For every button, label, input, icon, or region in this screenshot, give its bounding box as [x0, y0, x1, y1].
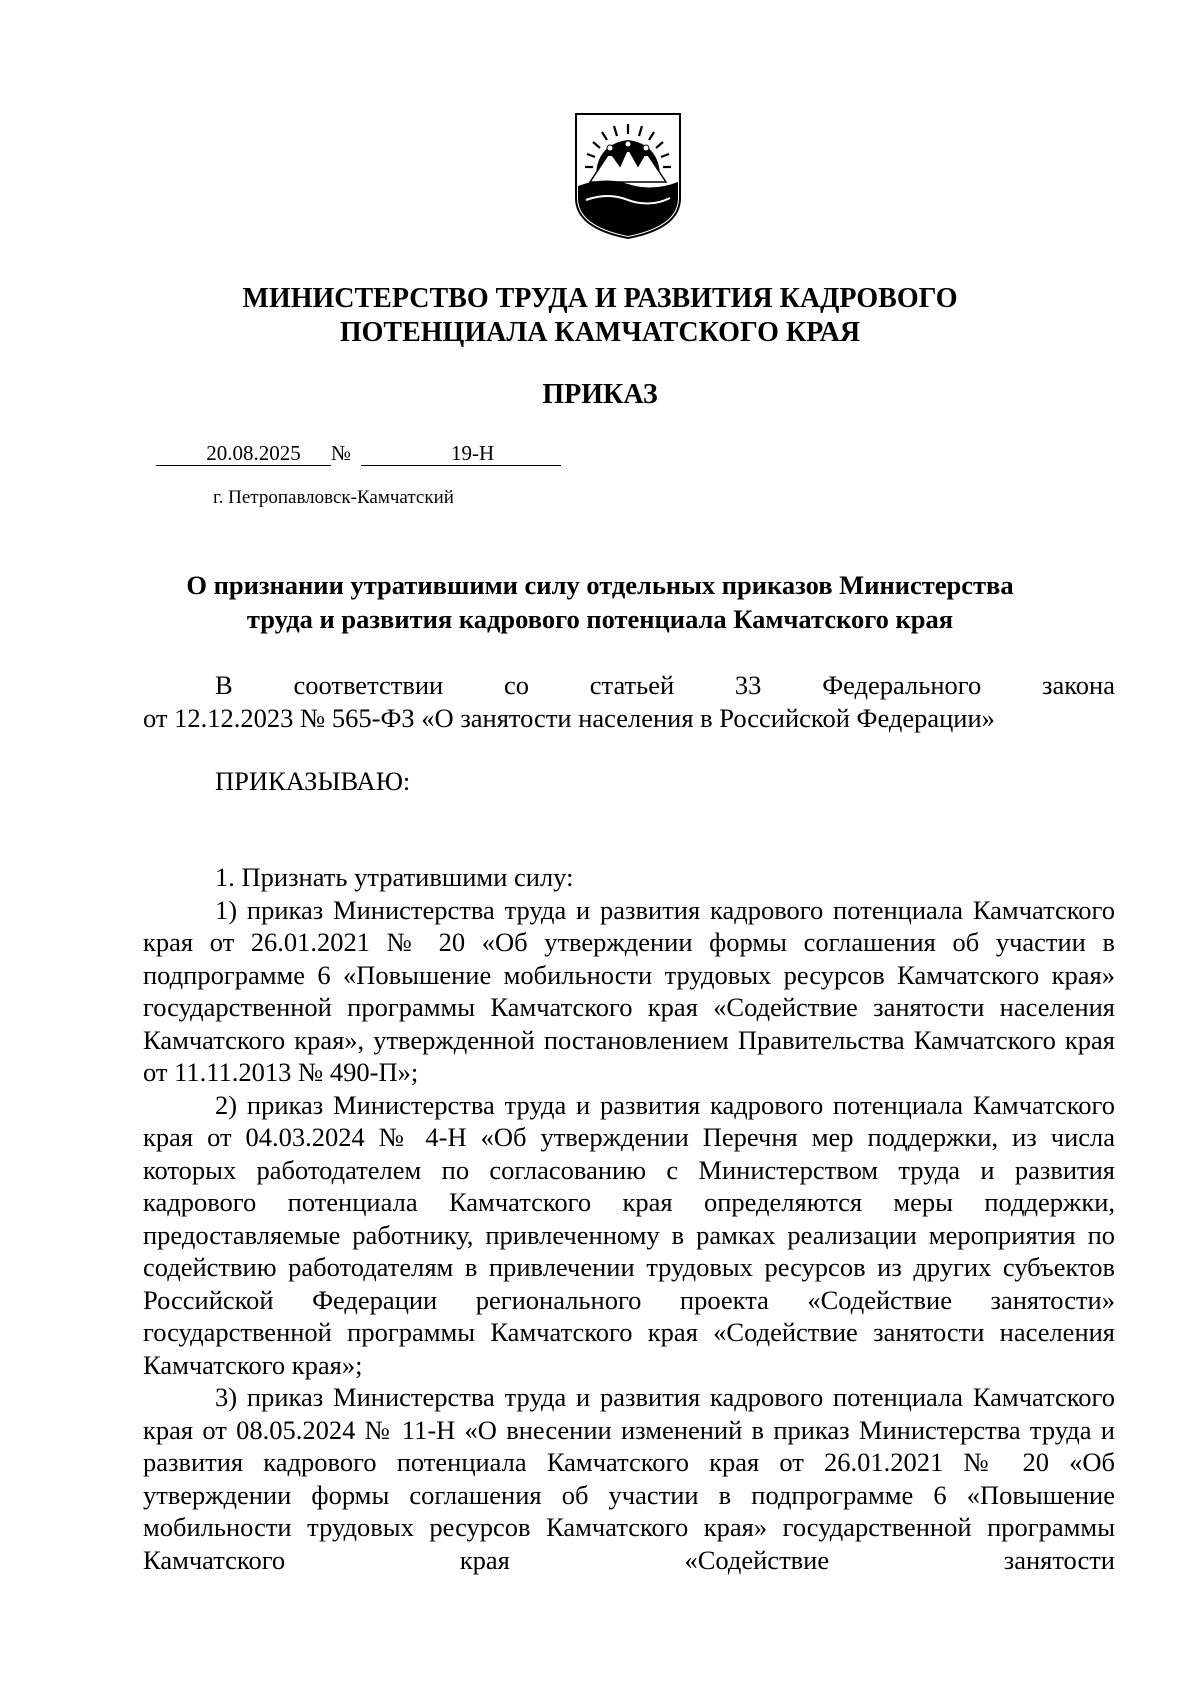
document-date: 20.08.2025: [156, 440, 331, 466]
item-1-sub-1: 1) приказ Министерства труда и развития кадрового потенциала Камчатского края от 26.01.2021 № 20 «Об утверждении формы соглашения об участии в подпрограмме 6 «Повышение мобильности трудовых ресурсов Камчатского края» государственной программы Камчатского края «Содействие занятости населения Камчатского края», утвержденной постановлением Правительства Камчатского края от 11.11.2013 № 490-П»;: [143, 894, 1115, 1087]
subject-line-2: труда и развития кадрового потенциала Камчатского края: [246, 604, 954, 634]
document-subject: [0, 568, 1200, 636]
date-number-row: [156, 440, 561, 466]
ministry-name-line-2: ПОТЕНЦИАЛА КАМЧАТСКОГО КРАЯ: [339, 317, 861, 348]
legal-basis-line-2: от 12.12.2023 № 565-ФЗ «О занятости населения в Российской Федерации»: [143, 702, 995, 733]
subject-line-1: О признании утратившими силу отдельных приказов Министерства: [186, 570, 1014, 600]
item-1-sub-2: 2) приказ Министерства труда и развития кадрового потенциала Камчатского края от 04.03.2024 № 4-Н «Об утверждении Перечня мер поддержки, из числа которых работодателем по согласованию с Министерством труда и развития кадрового потенциала Камчатского края определяются меры поддержки, предоставляемые работнику, привлеченному в рамках реализации мероприятия по содействию работодателям в привлечении трудовых ресурсов из других субъектов Российской Федерации регионального проекта «Содействие занятости» государственной программы Камчатского края «Содействие занятости населения Камчатского края»;: [143, 1089, 1115, 1380]
order-items: [143, 861, 1115, 1576]
kamchatka-coat-of-arms-icon: [574, 112, 682, 240]
document-number: 19-Н: [361, 440, 561, 466]
number-sign: №: [331, 441, 352, 465]
item-1-intro: 1. Признать утратившими силу:: [215, 862, 574, 892]
item-1-sub-3: 3) приказ Министерства труда и развития кадрового потенциала Камчатского края от 08.05.2024 № 11-Н «О внесении изменений в приказ Министерства труда и развития кадрового потенциала Камчатского края от 26.01.2021 № 20 «Об утверждении формы соглашения об участии в подпрограмме 6 «Повышение мобильности трудовых ресурсов Камчатского края» государственной программы Камчатского края «Содействие занятости: [143, 1382, 1115, 1575]
order-word-text: ПРИКАЗЫВАЮ:: [215, 766, 411, 796]
order-word: [143, 765, 1115, 798]
ministry-name-line-1: МИНИСТЕРСТВО ТРУДА И РАЗВИТИЯ КАДРОВОГО: [242, 283, 958, 314]
document-city: г. Петропавловск-Камчатский: [213, 487, 454, 508]
document-type-title: ПРИКАЗ: [542, 379, 658, 410]
legal-basis-paragraph: [143, 669, 1115, 734]
ministry-name: [0, 282, 1200, 350]
legal-basis-line-1: В соответствии со статьей 33 Федерального закона: [215, 670, 1115, 700]
